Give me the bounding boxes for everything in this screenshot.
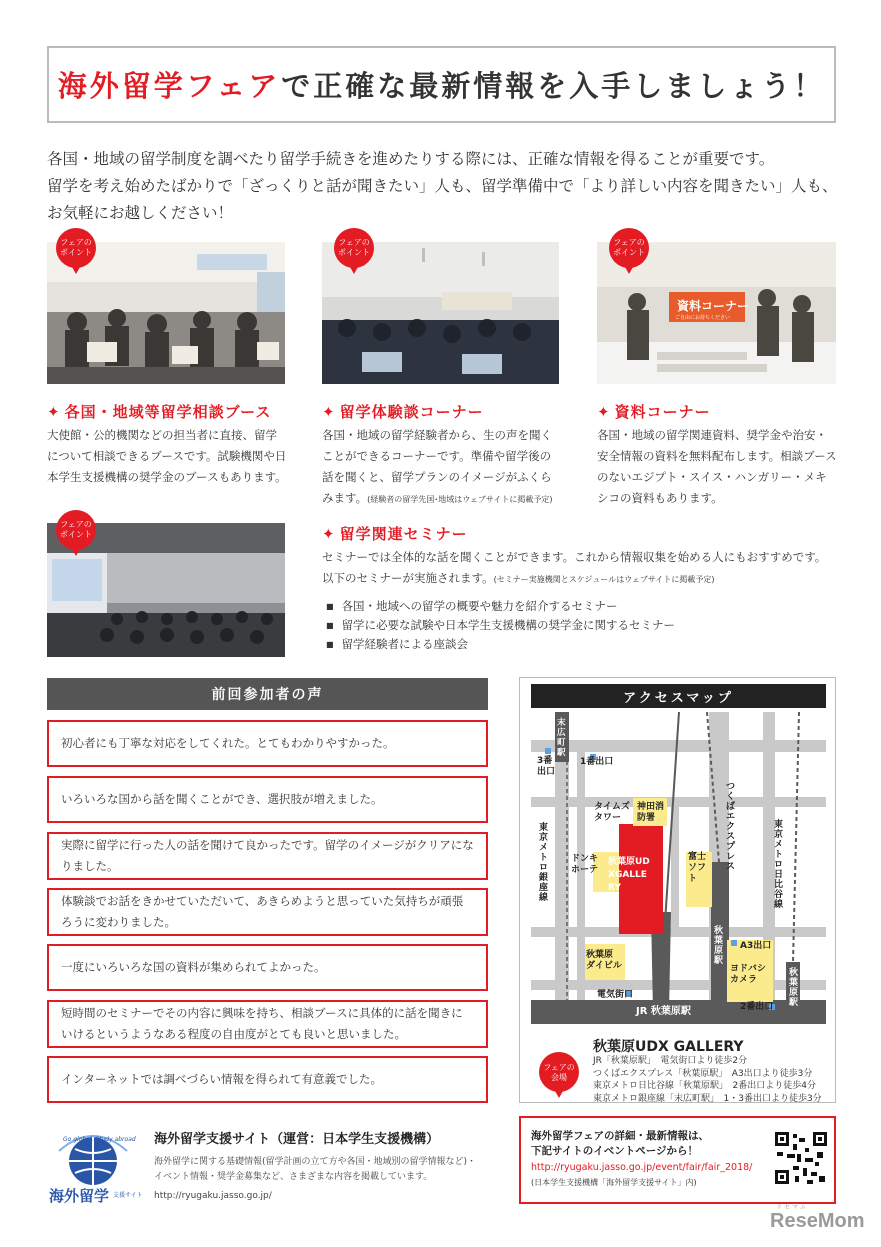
map-label-jr-akiba: JR 秋葉原駅: [636, 1006, 691, 1017]
map-label-exit2: 2番出口: [740, 1002, 774, 1012]
section-note: (セミナー実施機関とスケジュールはウェブサイトに掲載予定): [493, 575, 715, 584]
map-label-akiba-tx: 秋葉原駅: [714, 926, 724, 966]
voice-text: いろいろな国から話を聞くことができ、選択肢が増えました。: [61, 792, 383, 806]
section-body: 大使館・公的機関などの担当者に直接、留学について相談できるブースです。試験機関や日本学生支援機構の奨学金のブースもあります。: [47, 428, 287, 484]
seminar-list-item: ■ 留学経験者による座談会: [326, 635, 826, 654]
voice-item: [47, 1056, 488, 1103]
section-body: [322, 547, 842, 590]
map-label-denkigai: 電気街口: [597, 990, 634, 1000]
direction-line: 東京メトロ日比谷線「秋葉原駅」 2番出口より徒歩4分: [593, 1081, 816, 1091]
point-badge: [56, 228, 96, 268]
map-label-times-tower: タイムズタワー: [594, 802, 630, 823]
map-label-tsukuba-express: つくばエクスプレス: [726, 782, 736, 872]
voice-item: [47, 888, 488, 936]
header-banner: [47, 46, 836, 123]
title-highlight: 海外留学フェア: [57, 69, 282, 103]
booth-sign: 資料コーナー: [677, 299, 750, 313]
section-title-text: 留学関連セミナー: [339, 525, 468, 543]
page-title: [58, 64, 825, 105]
voices-header: 前回参加者の声: [47, 678, 488, 710]
section-title-seminar: [322, 523, 468, 544]
event-url-link[interactable]: http://ryugaku.jasso.go.jp/event/fair/fair_2018/: [531, 1162, 753, 1173]
map-label-exit3: 3番出口: [537, 756, 556, 777]
access-map-header: アクセスマップ: [531, 684, 826, 708]
seminar-list-item: ■ 各国・地域への留学の概要や魅力を紹介するセミナー: [326, 597, 826, 616]
direction-line: 東京メトロ銀座線「末広町駅」 1・3番出口より徒歩3分: [593, 1093, 822, 1104]
badge-line: ポイント: [60, 248, 92, 257]
voice-item: [47, 720, 488, 767]
seminar-body-line: セミナーでは全体的な話を聞くことができます。これから情報収集を始める人にもおすすめです。: [322, 550, 827, 564]
map-label-yodobashi: ヨドバシカメラ: [730, 964, 766, 985]
logo-sub: 支援サイト: [113, 1192, 143, 1199]
event-info-note: (日本学生支援機構「海外留学支援サイト」内): [531, 1178, 697, 1187]
voice-item: [47, 1000, 488, 1048]
sparkle-icon: ✦: [597, 403, 611, 421]
badge-line: フェアの: [60, 520, 92, 529]
badge-line: 会場: [551, 1073, 567, 1082]
section-body: 各国・地域の留学関連資料、奨学金や治安・安全情報の資料を無料配布します。相談ブースのないエジプト・スイス・ハンガリー・メキシコの資料もあります。: [597, 428, 837, 505]
badge-line: ポイント: [338, 248, 370, 257]
watermark-kana: リセマム: [776, 1204, 808, 1211]
seminar-list-item: ■ 留学に必要な試験や日本学生支援機構の奨学金に関するセミナー: [326, 616, 826, 635]
sparkle-icon: ✦: [322, 403, 336, 421]
site-desc-line: イベント情報・奨学金募集など、さまざまな内容を掲載しています。: [154, 1172, 433, 1182]
title-rest: で正確な最新情報を入手しましょう！: [281, 69, 826, 103]
section-body: [322, 425, 562, 510]
map-label-daibiru: 秋葉原ダイビル: [586, 950, 622, 971]
section-title-text: 資料コーナー: [614, 403, 711, 421]
map-label-fujisoft: 富士ソフト: [688, 852, 707, 884]
voice-item: [47, 776, 488, 823]
event-info-text: [531, 1129, 709, 1159]
venue-badge: [539, 1052, 579, 1092]
point-badge: [334, 228, 374, 268]
badge-line: フェアの: [613, 238, 645, 247]
intro-line: 留学を考え始めたばかりで「ざっくりと話が聞きたい」人も、留学準備中で「より詳しい内容を聞きたい」人も、: [47, 177, 838, 195]
section-title-text: 留学体験談コーナー: [339, 403, 484, 421]
resemom-watermark: ReseMom: [770, 1210, 865, 1232]
qr-code-icon[interactable]: [775, 1132, 827, 1184]
voice-text: 一度にいろいろな国の資料が集められてよかった。: [61, 960, 326, 974]
section-title-materials: [597, 401, 711, 422]
map-label-donki: ドンキホーテ: [571, 854, 599, 875]
direction-line: JR「秋葉原駅」 電気街口より徒歩2分: [593, 1056, 748, 1066]
site-logo: [47, 1121, 143, 1205]
direction-line: つくばエクスプレス「秋葉原駅」 A3出口より徒歩3分: [593, 1068, 813, 1079]
intro-line: お気軽にお越しください！: [47, 204, 234, 222]
voice-text: 体験談でお話をきかせていただいて、あきらめようと思っていた気持ちが頑張ろうに変わりました。: [61, 894, 464, 929]
map-label-hibiya-line: 東京メトロ日比谷線: [774, 820, 784, 910]
map-label-suehiro: 末広町駅: [557, 718, 566, 758]
intro-line: 各国・地域の留学制度を調べたり留学手続きを進めたりする際には、正確な情報を得ることが重要です。: [47, 150, 775, 168]
map-label-udx: 秋葉原UDXGALLERY: [608, 857, 650, 893]
badge-line: ポイント: [60, 530, 92, 539]
site-desc-line: 海外留学に関する基礎情報(留学計画の立て方や各国・地域別の留学情報など)・: [154, 1157, 477, 1167]
site-description: [154, 1155, 476, 1185]
site-title: 海外留学支援サイト（運営：日本学生支援機構）: [154, 1132, 440, 1147]
voice-text: インターネットでは調べづらい情報を得られて有意義でした。: [61, 1072, 382, 1086]
event-info-line: 海外留学フェアの詳細・最新情報は、: [531, 1130, 709, 1142]
section-title-text: 各国・地域等留学相談ブース: [64, 403, 272, 421]
site-url-link[interactable]: http://ryugaku.jasso.go.jp/: [154, 1191, 272, 1201]
point-badge: [56, 510, 96, 550]
voice-text: 短時間のセミナーでその内容に興味を持ち、相談ブースに具体的に話を聞きにいけるというようなある程度の自由度がとても良いと思いました。: [61, 1006, 463, 1041]
seminar-body-line: 以下のセミナーが実施されます。: [322, 571, 494, 585]
logo-arc-text: Go global. Study abroad: [63, 1136, 136, 1143]
section-body-text: 各国・地域の留学経験者から、生の声を聞くことができるコーナーです。準備や留学後の話を聞くと、留学プランのイメージがふくらみます。: [322, 428, 552, 505]
seminar-list: [326, 597, 826, 654]
map-label-kanda-fire: 神田消防署: [637, 802, 665, 823]
section-title-booth: [47, 401, 271, 422]
map-label-exit1: 1番出口: [580, 757, 614, 767]
badge-line: フェアの: [543, 1063, 575, 1072]
section-title-experience: [322, 401, 484, 422]
venue-directions: [593, 1055, 822, 1105]
map-label-a3: A3出口: [740, 941, 772, 951]
map-label-akiba-hibiya: 秋葉原駅: [789, 968, 799, 1008]
sparkle-icon: ✦: [322, 525, 336, 543]
voice-item: [47, 832, 488, 880]
booth-sign-sub: ご自由にお持ちください: [675, 315, 731, 321]
badge-line: フェアの: [60, 238, 92, 247]
badge-line: ポイント: [613, 248, 645, 257]
voice-text: 初心者にも丁寧な対応をしてくれた。とてもわかりやすかった。: [61, 736, 395, 750]
map-label-ginza-line: 東京メトロ銀座線: [539, 823, 549, 903]
venue-name: 秋葉原UDX GALLERY: [593, 1039, 744, 1055]
logo-text: 海外留学: [49, 1187, 110, 1205]
sparkle-icon: ✦: [47, 403, 61, 421]
voice-text: 実際に留学に行った人の話を聞けて良かったです。留学のイメージがクリアになりました。: [61, 838, 474, 873]
badge-line: フェアの: [338, 238, 370, 247]
intro-text: [47, 146, 847, 227]
event-info-line: 下記サイトのイベントページから！: [531, 1145, 699, 1157]
voice-item: [47, 944, 488, 991]
point-badge: [609, 228, 649, 268]
section-note: (経験者の留学先国･地域はウェブサイトに掲載予定): [367, 495, 553, 504]
